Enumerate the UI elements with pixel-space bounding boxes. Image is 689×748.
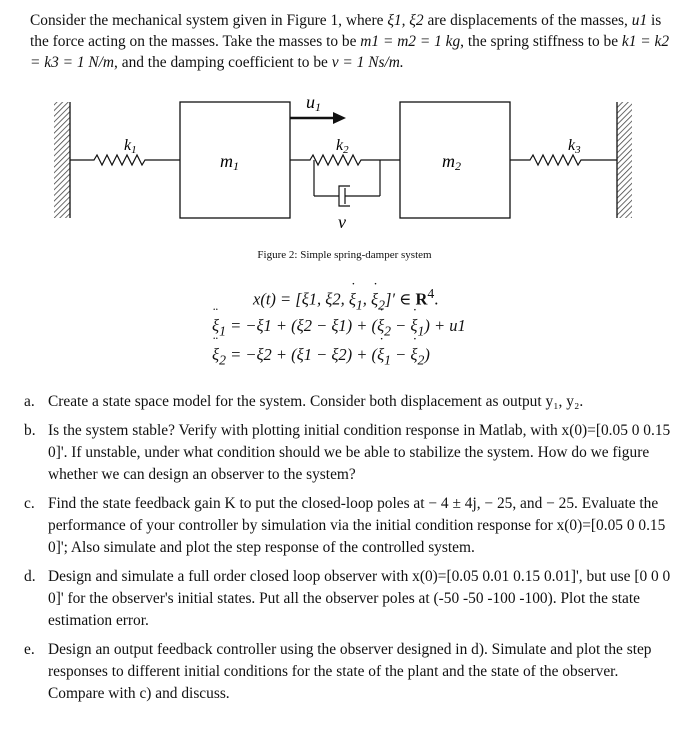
damper <box>314 160 380 206</box>
figure-caption: Figure 2: Simple spring-damper system <box>257 249 432 261</box>
force-symbol: u1 <box>631 12 648 29</box>
mass-m2-label: m2 <box>442 151 461 173</box>
problem-intro: Consider the mechanical system given in Figure 1, where ξ1, ξ2 are displacements of the masses, u1 is the force acting on the masses. Take the masses to be m1 = m2 = 1 kg, the spring stiffness to be k1 = k2 = k3 = 1 N/m, and the damping coefficient to be ν = 1 Ns/m. <box>30 12 670 71</box>
spring-damper-diagram <box>0 0 689 250</box>
input-force-label: u1 <box>306 92 321 114</box>
question-list <box>24 391 672 712</box>
damper-label: ν <box>338 212 346 232</box>
right-wall <box>617 102 632 218</box>
question-e: e. Design an output feedback controller using the observer designed in d). Simulate and plot the step responses to different initial conditions for the state of the plant and the state of the observer. Compare with c) and discuss. <box>24 641 652 702</box>
mass-m1-label: m1 <box>220 151 239 173</box>
spring-values: k1 = k2 = k3 = 1 N/m <box>30 33 670 71</box>
mass-values: m1 = m2 = 1 kg <box>360 33 461 50</box>
displacement-symbols: ξ1, ξ2 <box>387 12 424 29</box>
left-wall <box>54 102 70 218</box>
damping-value: ν = 1 Ns/m. <box>331 54 404 71</box>
spring-k2 <box>290 155 400 165</box>
spring-k1 <box>70 155 180 165</box>
question-c: c. Find the state feedback gain K to put the closed-loop poles at − 4 ± 4j, − 25, and − 25. Evaluate the performance of your controller by simulation via the initial condition response for x(0)=[0.05 0 0.15 0]'; Also simulate and plot the step response of the controlled system. <box>24 495 666 556</box>
spring-k2-label: k2 <box>336 137 349 156</box>
spring-k1-label: k1 <box>124 137 137 156</box>
question-b: b. Is the system stable? Verify with plotting initial condition response in Matlab, with x(0)=[0.05 0 0.15 0]'. If unstable, under what condition should we be able to stabilize the system. How do we figure whether we can design an observer to the system? <box>24 422 671 483</box>
question-d: d. Design and simulate a full order closed loop observer with x(0)=[0.05 0.01 0.15 0.01]', but use [0 0 0 0]' for the observer's initial states. Put all the observer poles at (-50 -50 -100 -100). Plot the state estimation error. <box>24 568 671 629</box>
equation-xi1: ¨ $\xi_1 = -\xi 1 + (\xi 2 - \xi 1)$ + (˙ $\xi_2$ − ˙ $\xi_1) + u1$ <box>212 316 466 339</box>
spring-k3-label: k3 <box>568 137 581 156</box>
state-vector-equation: x(t) = [ξ1, ξ2, ˙ $\xi_1$, ˙ $\xi_2]'$ ∈ $R^4$. <box>253 286 438 313</box>
equation-xi2: ¨ $\xi_2 = -\xi 2 + (\xi 1 - \xi 2)$ + (˙ $\xi_1$ − ˙ $\xi_2$) <box>212 345 430 368</box>
question-a: a. Create a state space model for the system. Consider both displacement as output y₁, y₂. <box>24 393 584 410</box>
spring-k3 <box>510 155 617 165</box>
